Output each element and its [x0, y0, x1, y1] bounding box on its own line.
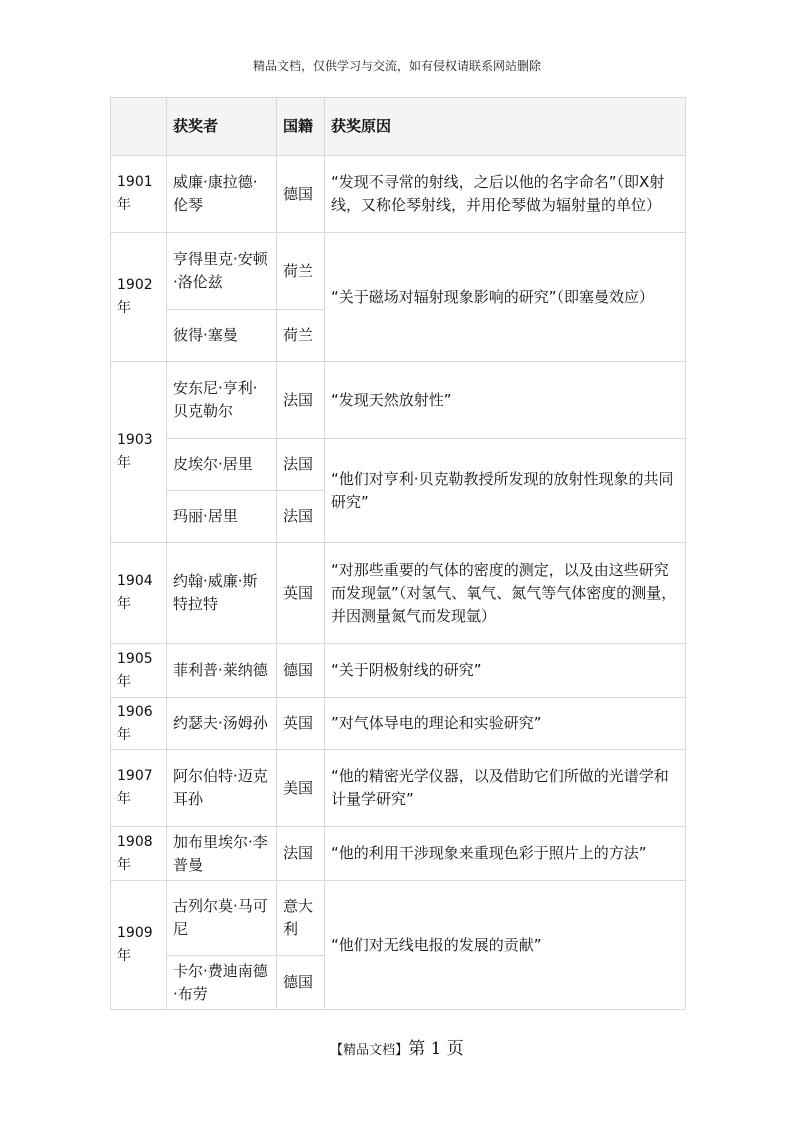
table-row — [111, 362, 686, 439]
year-cell: 1905年 — [111, 644, 167, 698]
nationality-cell: 法国 — [277, 439, 325, 491]
footer-bracket-text: 【精品文档】 — [330, 1043, 409, 1058]
laureate-cell: 菲利普·莱纳德 — [167, 644, 277, 698]
nobel-physics-table — [110, 97, 686, 1010]
table-row — [111, 233, 686, 310]
table-header-row — [111, 98, 686, 156]
page-footer — [0, 1034, 794, 1059]
reason-cell: “关于阴极射线的研究” — [325, 644, 686, 698]
year-cell: 1907年 — [111, 750, 167, 827]
reason-cell: “他的利用干涉现象来重现色彩于照片上的方法” — [325, 827, 686, 881]
laureate-cell: 约翰·威廉·斯特拉特 — [167, 543, 277, 644]
year-cell: 1906年 — [111, 698, 167, 750]
laureate-cell: 约瑟夫·汤姆孙 — [167, 698, 277, 750]
nationality-cell: 荷兰 — [277, 310, 325, 362]
laureate-cell: 亨得里克·安顿·洛伦兹 — [167, 233, 277, 310]
reason-cell: “他们对亨利·贝克勒教授所发现的放射性现象的共同研究” — [325, 439, 686, 543]
reason-cell: ”对气体导电的理论和实验研究” — [325, 698, 686, 750]
table-row — [111, 750, 686, 827]
header-laureate: 获奖者 — [167, 98, 277, 156]
table-row — [111, 827, 686, 881]
laureate-cell: 卡尔·费迪南德·布劳 — [167, 956, 277, 1010]
reason-cell: “对那些重要的气体的密度的测定，以及由这些研究而发现氩”（对氢气、氧气、氮气等气体密度的测量，并因测量氮气而发现氩） — [325, 543, 686, 644]
laureate-cell: 安东尼·亨利·贝克勒尔 — [167, 362, 277, 439]
year-cell: 1902年 — [111, 233, 167, 362]
nationality-cell: 德国 — [277, 644, 325, 698]
nationality-cell: 意大利 — [277, 881, 325, 956]
nationality-cell: 英国 — [277, 543, 325, 644]
nationality-cell: 美国 — [277, 750, 325, 827]
header-year — [111, 98, 167, 156]
laureate-cell: 威廉·康拉德·伦琴 — [167, 156, 277, 233]
reason-cell: “关于磁场对辐射现象影响的研究”（即塞曼效应） — [325, 233, 686, 362]
reason-cell: “他们对无线电报的发展的贡献” — [325, 881, 686, 1010]
nationality-cell: 法国 — [277, 827, 325, 881]
laureate-cell: 玛丽·居里 — [167, 491, 277, 543]
table-row — [111, 543, 686, 644]
year-cell: 1909年 — [111, 881, 167, 1010]
laureate-cell: 阿尔伯特·迈克耳孙 — [167, 750, 277, 827]
nationality-cell: 英国 — [277, 698, 325, 750]
header-nationality: 国籍 — [277, 98, 325, 156]
nationality-cell: 德国 — [277, 956, 325, 1010]
header-reason: 获奖原因 — [325, 98, 686, 156]
page-header: 精品文档，仅供学习与交流，如有侵权请联系网站删除 — [252, 59, 541, 73]
laureate-cell: 皮埃尔·居里 — [167, 439, 277, 491]
year-cell: 1904年 — [111, 543, 167, 644]
laureate-cell: 加布里埃尔·李普曼 — [167, 827, 277, 881]
reason-cell: “发现天然放射性” — [325, 362, 686, 439]
nationality-cell: 荷兰 — [277, 233, 325, 310]
reason-cell: “他的精密光学仪器，以及借助它们所做的光谱学和计量学研究” — [325, 750, 686, 827]
reason-cell: “发现不寻常的射线，之后以他的名字命名”（即X射线，又称伦琴射线，并用伦琴做为辐射量的单位） — [325, 156, 686, 233]
page-number-label: 第 1 页 — [408, 1039, 464, 1059]
table-row — [111, 439, 686, 491]
table-row — [111, 881, 686, 956]
year-cell: 1901年 — [111, 156, 167, 233]
table-row — [111, 156, 686, 233]
year-cell: 1908年 — [111, 827, 167, 881]
laureate-cell: 古列尔莫·马可尼 — [167, 881, 277, 956]
year-cell: 1903年 — [111, 362, 167, 543]
nationality-cell: 德国 — [277, 156, 325, 233]
laureate-cell: 彼得·塞曼 — [167, 310, 277, 362]
nationality-cell: 法国 — [277, 491, 325, 543]
table-row — [111, 644, 686, 698]
table-row — [111, 698, 686, 750]
nationality-cell: 法国 — [277, 362, 325, 439]
